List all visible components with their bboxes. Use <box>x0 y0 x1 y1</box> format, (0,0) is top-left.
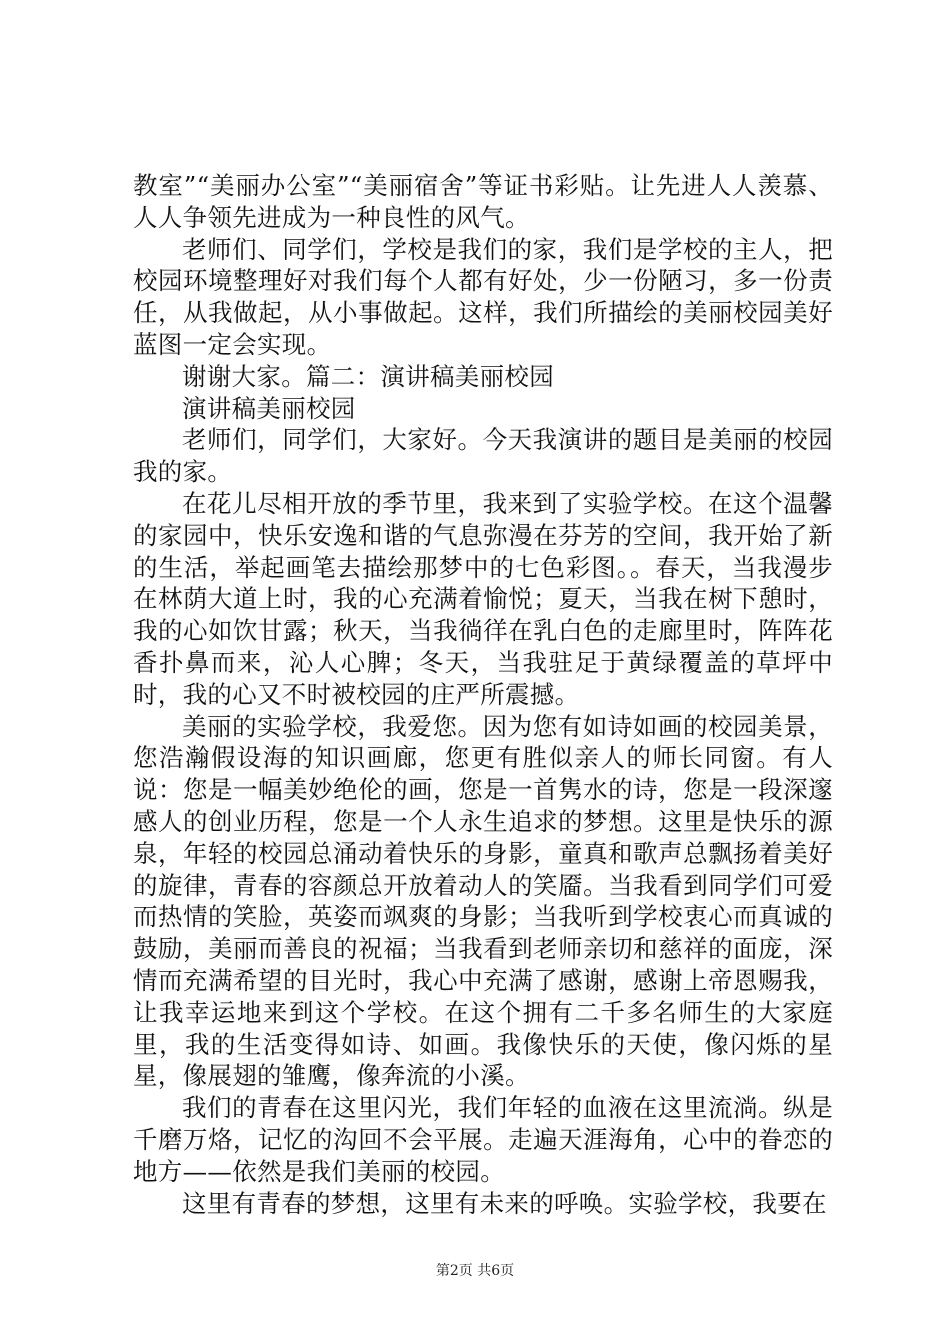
document-body <box>133 170 833 1219</box>
paragraph-continuation: 教室”“美丽办公室”“美丽宿舍”等证书彩贴。让先进人人羡慕、人人争领先进成为一种良性的风气。 <box>133 171 833 232</box>
paragraph: 老师们、同学们，学校是我们的家，我们是学校的主人，把校园环境整理好对我们每个人都有好处，少一份陋习，多一份责任，从我做起，从小事做起。这样，我们所描绘的美丽校园美好蓝图一定会实现。 <box>133 234 833 359</box>
paragraph-closing: 谢谢大家。篇二：演讲稿美丽校园 <box>182 361 554 391</box>
section-title: 演讲稿美丽校园 <box>182 393 356 423</box>
page-number-footer: 第2页 共6页 <box>435 1263 515 1279</box>
paragraph: 美丽的实验学校，我爱您。因为您有如诗如画的校园美景，您浩瀚假设海的知识画廊，您更有胜似亲人的师长同窗。有人说：您是一幅美妙绝伦的画，您是一首隽水的诗，您是一段深邃感人的创业历程，您是一个人永生追求的梦想。这里是快乐的源泉，年轻的校园总涌动着快乐的身影，童真和歌声总飘扬着美好的旋律，青春的容颜总开放着动人的笑靥。当我看到同学们可爱而热情的笑脸，英姿而飒爽的身影；当我听到学校衷心而真诚的鼓励，美丽而善良的祝福；当我看到老师亲切和慈祥的面庞，深情而充满希望的目光时，我心中充满了感谢，感谢上帝恩赐我，让我幸运地来到这个学校。在这个拥有二千多名师生的大家庭里，我的生活变得如诗、如画。我像快乐的天使，像闪烁的星星，像展翅的雏鹰，像奔流的小溪。 <box>133 711 833 1091</box>
paragraph: 我们的青春在这里闪光，我们年轻的血液在这里流淌。纵是千磨万烙，记忆的沟回不会平展。走遍天涯海角，心中的眷恋的地方——依然是我们美丽的校园。 <box>133 1093 833 1186</box>
paragraph-greeting: 老师们，同学们，大家好。今天我演讲的题目是美丽的校园我的家。 <box>133 425 833 487</box>
paragraph: 在花儿尽相开放的季节里，我来到了实验学校。在这个温馨的家园中，快乐安逸和谐的气息弥漫在芬芳的空间，我开始了新的生活，举起画笔去描绘那梦中的七色彩图。。春天，当我漫步在林荫大道上时，我的心充满着愉悦；夏天，当我在树下憩时，我的心如饮甘露；秋天，当我徜徉在乳白色的走廊里时，阵阵花香扑鼻而来，沁人心脾；冬天，当我驻足于黄绿覆盖的草坪中时，我的心又不时被校园的庄严所震撼。 <box>133 488 833 709</box>
paragraph: 这里有青春的梦想，这里有未来的呼唤。实验学校，我要在 <box>182 1188 827 1218</box>
